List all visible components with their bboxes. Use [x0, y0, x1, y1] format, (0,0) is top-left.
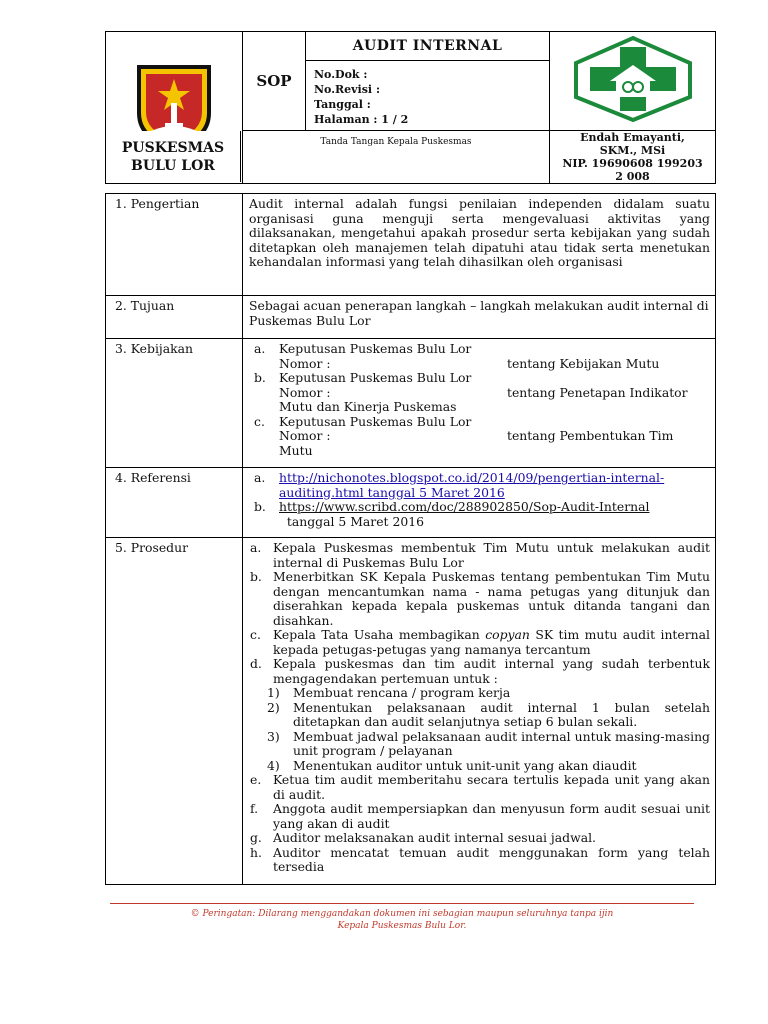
- row-label: 5. Prosedur: [106, 538, 243, 885]
- list-item: b. Menerbitkan SK Kepala Puskemas tentang pembentukan Tim Mutu dengan mencantumkan nama - nama petugas yang ditunjuk dan diserahkan kepada kepala puskemas untuk ditanda tangani dan disahkan.: [250, 569, 710, 628]
- prosedur-content: [243, 538, 716, 885]
- list-item: a. Keputusan Puskemas Bulu Lor Nomor : tentang Kebijakan Mutu: [254, 341, 660, 371]
- tanggal: Tanggal :: [314, 98, 371, 111]
- signer-nip-1: NIP. 19690608 199203: [562, 157, 703, 170]
- row-referensi: [106, 468, 716, 538]
- row-label: 4. Referensi: [106, 468, 243, 538]
- reference-link[interactable]: https://www.scribd.com/doc/288902850/Sop-Audit-Internal: [279, 499, 650, 514]
- list-item: h. Auditor mencatat temuan audit menggunakan form yang telah tersedia: [250, 844, 710, 874]
- footer-divider: [110, 903, 694, 904]
- sub-item: 3) Membuat jadwal pelaksanaan audit internal untuk masing-masing unit program / pelayanan: [267, 728, 710, 758]
- sop-label: SOP: [243, 32, 306, 131]
- signer-name-1: Endah Emayanti,: [580, 131, 685, 144]
- halaman: Halaman : 1 / 2: [314, 113, 409, 126]
- footer-line-2: Kepala Puskesmas Bulu Lor.: [337, 921, 467, 931]
- footer-line-1: © Peringatan: Dilarang menggandakan dokumen ini sebagian maupun seluruhnya tanpa ijin: [190, 909, 614, 919]
- sub-item: 2) Menentukan pelaksanaan audit internal 1 bulan setelah ditetapkan dan audit selanjutnya setiap 6 bulan sekali.: [267, 699, 710, 729]
- row-label: 2. Tujuan: [106, 296, 243, 339]
- footer-warning: [110, 908, 694, 932]
- tujuan-text: Sebagai acuan penerapan langkah – langkah melakukan audit internal di Puskemas Bulu Lor: [243, 296, 716, 339]
- doc-title: AUDIT INTERNAL: [306, 32, 549, 61]
- list-item: b. Keputusan Puskemas Bulu Lor Nomor : tentang Penetapan Indikator Mutu dan Kinerja Puskemas: [254, 370, 688, 414]
- sop-body: [105, 193, 716, 885]
- row-kebijakan: [106, 339, 716, 468]
- list-item: a. Kepala Puskesmas membentuk Tim Mutu untuk melakukan audit internal di Puskemas Bulu Lor: [250, 540, 710, 570]
- sub-item: 1) Membuat rencana / program kerja: [267, 685, 511, 700]
- list-item: f. Anggota audit mempersiapkan dan menyusun form audit sesuai unit yang akan di audit: [250, 801, 710, 831]
- signer-nip-2: 2 008: [615, 170, 650, 183]
- row-label: 3. Kebijakan: [106, 339, 243, 468]
- kebijakan-content: [243, 339, 716, 468]
- org-line-1: PUSKESMAS: [121, 139, 225, 156]
- referensi-content: [243, 468, 716, 538]
- list-item: b. https://www.scribd.com/doc/288902850/Sop-Audit-Internal tanggal 5 Maret 2016: [254, 499, 650, 529]
- signer-name-2: SKM., MSi: [599, 144, 666, 157]
- puskesmas-cross-icon: [568, 35, 698, 123]
- signer-block: [550, 131, 716, 184]
- list-item: d. Kepala puskesmas dan tim audit internal yang sudah terbentuk mengagendakan pertemuan untuk : 1) Membuat rencana / program kerja 2) Menentukan pelaksanaan audit internal 1 bulan setelah ditetapkan dan audit selanjutnya setiap 6 bulan sekali. 3) Membuat jadwal pelaksanaan audit internal untuk masing-masing unit program / pelayanan 4) Menentukan auditor untuk unit-unit yang akan diaudit: [250, 656, 710, 773]
- list-item: e. Ketua tim audit memberitahu secara tertulis kepada unit yang akan di audit.: [250, 772, 710, 802]
- pengertian-text: Audit internal adalah fungsi penilaian independen didalam suatu organisasi guna menguji serta mengevaluasi aktivitas yang dilaksanakan, mengetahui apakah prosedur serta kebijakan yang sudah ditetapkan oleh manajemen telah dipatuhi atau tidak serta menetukan kehandalan informasi yang telah dihasilkan oleh organisasi: [243, 194, 716, 296]
- row-label: 1. Pengertian: [106, 194, 243, 296]
- row-tujuan: [106, 296, 716, 339]
- row-prosedur: [106, 538, 716, 885]
- no-dok: No.Dok :: [314, 68, 368, 81]
- doc-info-cell: [306, 32, 550, 131]
- row-pengertian: [106, 194, 716, 296]
- list-item: g. Auditor melaksanakan audit internal sesuai jadwal.: [250, 830, 596, 845]
- org-name: [106, 131, 241, 182]
- no-revisi: No.Revisi :: [314, 83, 380, 96]
- reference-link[interactable]: http://nichonotes.blogspot.co.id/2014/09/pengertian-internal-auditing.html tanggal 5 Maret 2016: [279, 470, 665, 500]
- signature-label: Tanda Tangan Kepala Puskesmas: [243, 131, 550, 184]
- list-item: a. http://nichonotes.blogspot.co.id/2014/09/pengertian-internal-auditing.html tanggal 5 Maret 2016: [254, 470, 665, 500]
- list-item: c. Keputusan Puskemas Bulu Lor Nomor : tentang Pembentukan Tim Mutu: [254, 413, 674, 458]
- sub-item: 4) Menentukan auditor untuk unit-unit yang akan diaudit: [267, 757, 637, 773]
- list-item: c. Kepala Tata Usaha membagikan copyan SK tim mutu audit internal kepada petugas-petugas yang namanya tercantum: [250, 627, 710, 657]
- health-logo: [550, 32, 716, 131]
- org-line-2: BULU LOR: [131, 157, 215, 174]
